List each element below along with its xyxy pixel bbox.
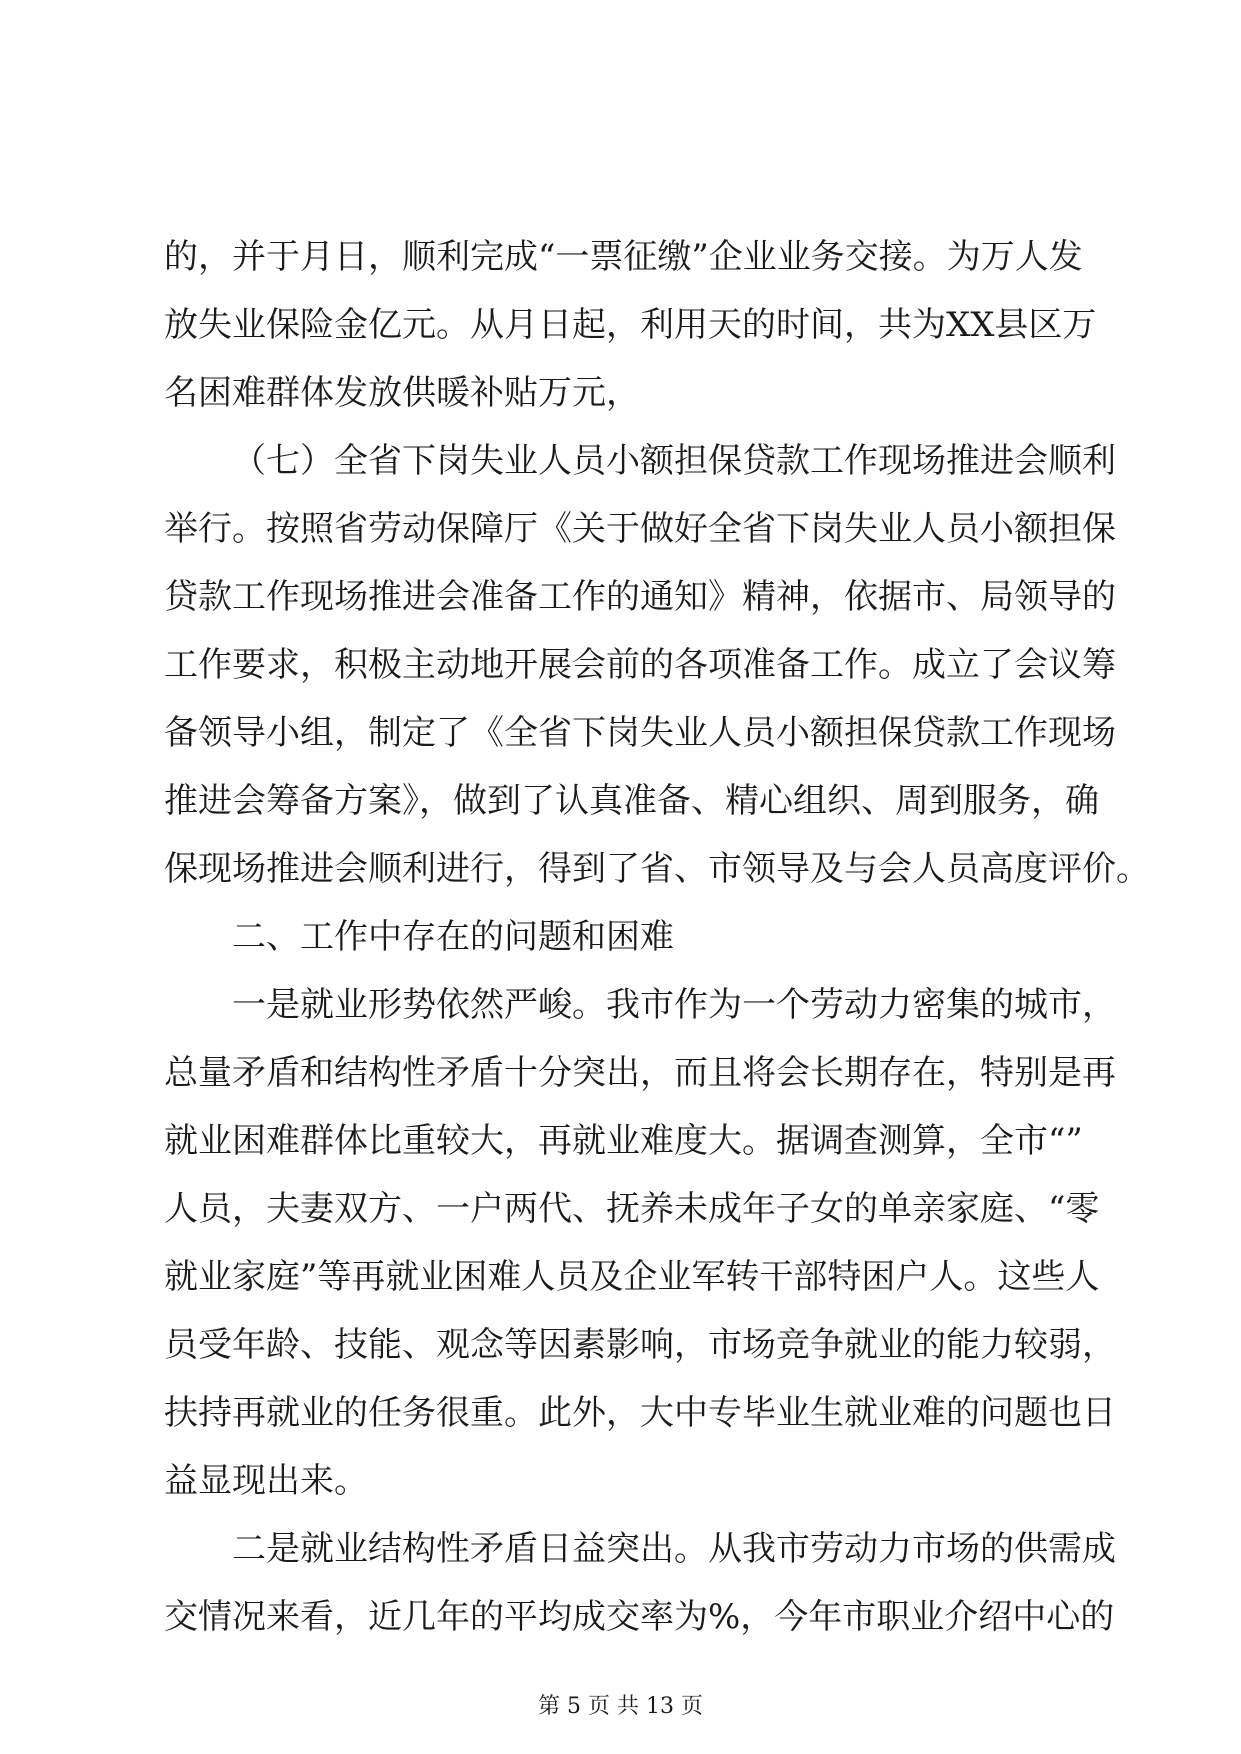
text-line: 一是就业形势依然严峻。我市作为一个劳动力密集的城市， bbox=[232, 985, 1116, 1025]
text-line: 贷款工作现场推进会准备工作的通知》精神，依据市、局领导的 bbox=[164, 577, 1116, 617]
text-line: 二是就业结构性矛盾日益突出。从我市劳动力市场的供需成 bbox=[232, 1529, 1116, 1569]
text-line: 就业家庭”等再就业困难人员及企业军转干部特困户人。这些人 bbox=[164, 1257, 1100, 1297]
text-line: 人员，夫妻双方、一户两代、抚养未成年子女的单亲家庭、“零 bbox=[164, 1189, 1100, 1229]
text-line: 的，并于月日，顺利完成“一票征缴”企业业务交接。为万人发 bbox=[164, 237, 1083, 277]
page-number-footer: 第 5 页 共 13 页 bbox=[538, 1694, 703, 1719]
text-line: 交情况来看，近几年的平均成交率为%，今年市职业介绍中心的 bbox=[164, 1597, 1115, 1637]
text-line: 放失业保险金亿元。从月日起，利用天的时间，共为XX县区万 bbox=[164, 305, 1097, 345]
text-line: 名困难群体发放供暖补贴万元， bbox=[164, 373, 640, 413]
text-line: 工作要求，积极主动地开展会前的各项准备工作。成立了会议筹 bbox=[164, 645, 1116, 685]
text-line: 就业困难群体比重较大，再就业难度大。据调查测算，全市“” bbox=[164, 1121, 1083, 1161]
text-line: 保现场推进会顺利进行，得到了省、市领导及与会人员高度评价。 bbox=[164, 849, 1150, 889]
text-line: （七）全省下岗失业人员小额担保贷款工作现场推进会顺利 bbox=[232, 441, 1116, 481]
text-line: 推进会筹备方案》，做到了认真准备、精心组织、周到服务，确 bbox=[164, 781, 1099, 821]
text-line: 总量矛盾和结构性矛盾十分突出，而且将会长期存在，特别是再 bbox=[164, 1053, 1116, 1093]
text-line: 扶持再就业的任务很重。此外，大中专毕业生就业难的问题也日 bbox=[164, 1393, 1116, 1433]
section-heading: 二、工作中存在的问题和困难 bbox=[232, 917, 674, 957]
text-line: 益显现出来。 bbox=[164, 1461, 368, 1501]
text-line: 员受年龄、技能、观念等因素影响，市场竞争就业的能力较弱， bbox=[164, 1325, 1116, 1365]
text-line: 举行。按照省劳动保障厅《关于做好全省下岗失业人员小额担保 bbox=[164, 509, 1116, 549]
text-line: 备领导小组，制定了《全省下岗失业人员小额担保贷款工作现场 bbox=[164, 713, 1116, 753]
